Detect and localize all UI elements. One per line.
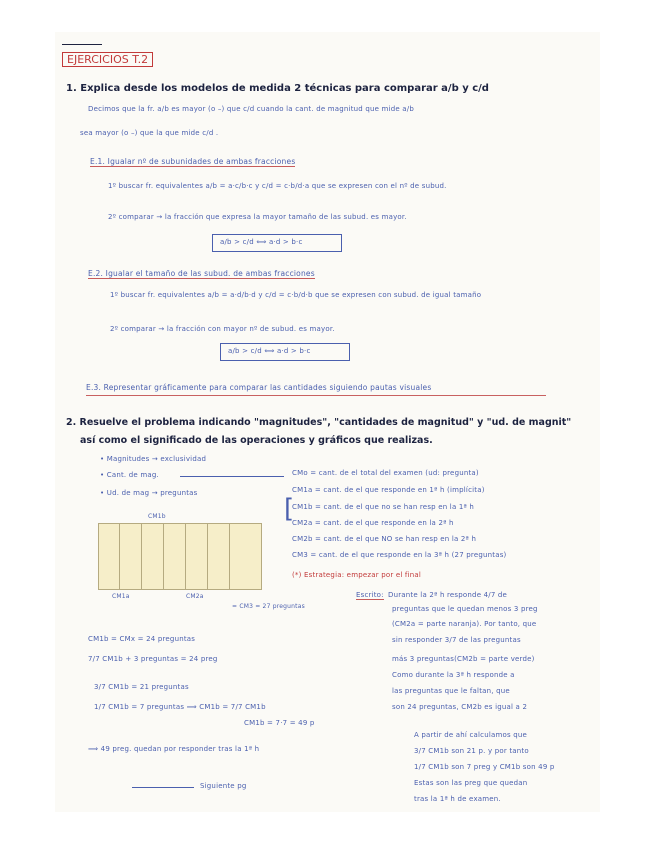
technique1-title: E.1. Igualar nº de subunidades de ambas fracciones [90, 157, 296, 166]
written-label: Escrito: [356, 591, 384, 599]
def-cm3: CM3 = cant. de el que responde en la 3ª h (27 preguntas) [292, 551, 507, 559]
ex1-intro-line2: sea mayor (o –) que la que mide c/d . [80, 129, 219, 137]
technique2-step1: 1º buscar fr. equivalentes a/b = a·d/b·d y c/d = c·b/d·b que se expresen con subud. de igual tamaño [110, 291, 482, 299]
def-cm2a: CM2a = cant. de el que responde en la 2ª h [292, 519, 454, 527]
calc-line6: ⟹ 49 preg. quedan por responder tras la 1ª h [88, 745, 260, 753]
written-line3: (CM2a = parte naranja). Por tanto, que [392, 620, 537, 628]
def-cm1b: CM1b = cant. de el que no se han resp en la 1ª h [292, 503, 475, 511]
technique2-title: E.2. Igualar el tamaño de las subud. de ambas fracciones [88, 269, 315, 278]
technique3-underline [86, 395, 546, 396]
technique1-step2: 2º comparar → la fracción que expresa la mayor tamaño de las subud. es mayor. [108, 213, 407, 221]
technique1-step1: 1º buscar fr. equivalentes a/b = a·c/b·c y c/d = c·b/d·a que se expresen con el nº de subud. [108, 182, 447, 190]
ex1-heading: 1. Explica desde los modelos de medida 2 técnicas para comparar a/b y c/d [66, 83, 489, 94]
written-line5: más 3 preguntas(CM2b = parte verde) [392, 655, 535, 663]
written-line10: A partir de ahí calculamos que [414, 731, 528, 739]
written-line14: tras la 1ª h de examen. [414, 795, 501, 803]
technique2-result: a/b > c/d ⟺ a·d > b·c [228, 347, 311, 355]
calc-line4: 1/7 CM1b = 7 preguntas ⟹ CM1b = 7/7 CM1b [94, 703, 266, 711]
next-page-note: Siguiente pg [200, 782, 247, 790]
table-equation: = CM3 = 27 preguntas [232, 603, 305, 610]
written-line4: sin responder 3/7 de las preguntas [392, 636, 521, 644]
technique2-step2: 2º comparar → la fracción con mayor nº de subud. es mayor. [110, 325, 335, 333]
ex2-heading-line1: 2. Resuelve el problema indicando "magnitudes", "cantidades de magnitud" y "ud. de magnit" [66, 417, 572, 428]
written-line8: son 24 preguntas, CM2b es igual a 2 [392, 703, 528, 711]
def-cm1a: CM1a = cant. de el que responde en 1ª h (implícita) [292, 486, 485, 494]
bullet-ud-mag: • Ud. de mag → preguntas [100, 489, 198, 497]
bar-diagram [98, 523, 262, 590]
calc-line2: 7/7 CM1b + 3 preguntas = 24 preg [88, 655, 218, 663]
bullet-cant-mag: • Cant. de mag. [100, 471, 159, 479]
table-top-label: CM1b [148, 513, 166, 520]
ex1-intro-line1: Decimos que la fr. a/b es mayor (o –) que c/d cuando la cant. de magnitud que mide a/b [88, 105, 414, 113]
title-overline [62, 44, 102, 45]
page-title: EJERCICIOS T.2 [62, 52, 153, 67]
strategy-note: (*) Estrategia: empezar por el final [292, 571, 422, 579]
table-bottom-label-2: CM2a [186, 593, 204, 600]
calc-line1: CM1b = CMx = 24 preguntas [88, 635, 196, 643]
written-line13: Estas son las preg que quedan [414, 779, 528, 787]
def-cm0: CMo = cant. de el total del examen (ud: pregunta) [292, 469, 479, 477]
written-line1: Durante la 2ª h responde 4/7 de [388, 591, 508, 599]
calc-line3: 3/7 CM1b = 21 preguntas [94, 683, 189, 691]
bullet-magnitudes: • Magnitudes → exclusividad [100, 455, 207, 463]
written-line6: Como durante la 3ª h responde a [392, 671, 515, 679]
defs-bracket: [ [284, 494, 295, 524]
technique3-title: E.3. Representar gráficamente para comparar las cantidades siguiendo pautas visuales [86, 383, 432, 392]
written-line11: 3/7 CM1b son 21 p. y por tanto [414, 747, 529, 755]
written-line7: las preguntas que le faltan, que [392, 687, 510, 695]
bullet-cant-mag-text: Cant. de mag. [106, 471, 159, 479]
bullet-ud-mag-text: Ud. de mag → preguntas [106, 489, 198, 497]
written-line12: 1/7 CM1b son 7 preg y CM1b son 49 p [414, 763, 555, 771]
ex2-heading-line2: así como el significado de las operaciones y gráficos que realizas. [80, 435, 433, 446]
written-line2: preguntas que le quedan menos 3 preg [392, 605, 538, 613]
table-bottom-label-1: CM1a [112, 593, 130, 600]
def-cm2b: CM2b = cant. de el que NO se han resp en la 2ª h [292, 535, 477, 543]
bullet-connector [180, 476, 284, 477]
bullet-magnitudes-text: Magnitudes → exclusividad [106, 455, 207, 463]
technique1-result: a/b > c/d ⟺ a·d > b·c [220, 238, 303, 246]
calc-line5: CM1b = 7·7 = 49 p [244, 719, 315, 727]
next-page-arrow [132, 787, 194, 788]
